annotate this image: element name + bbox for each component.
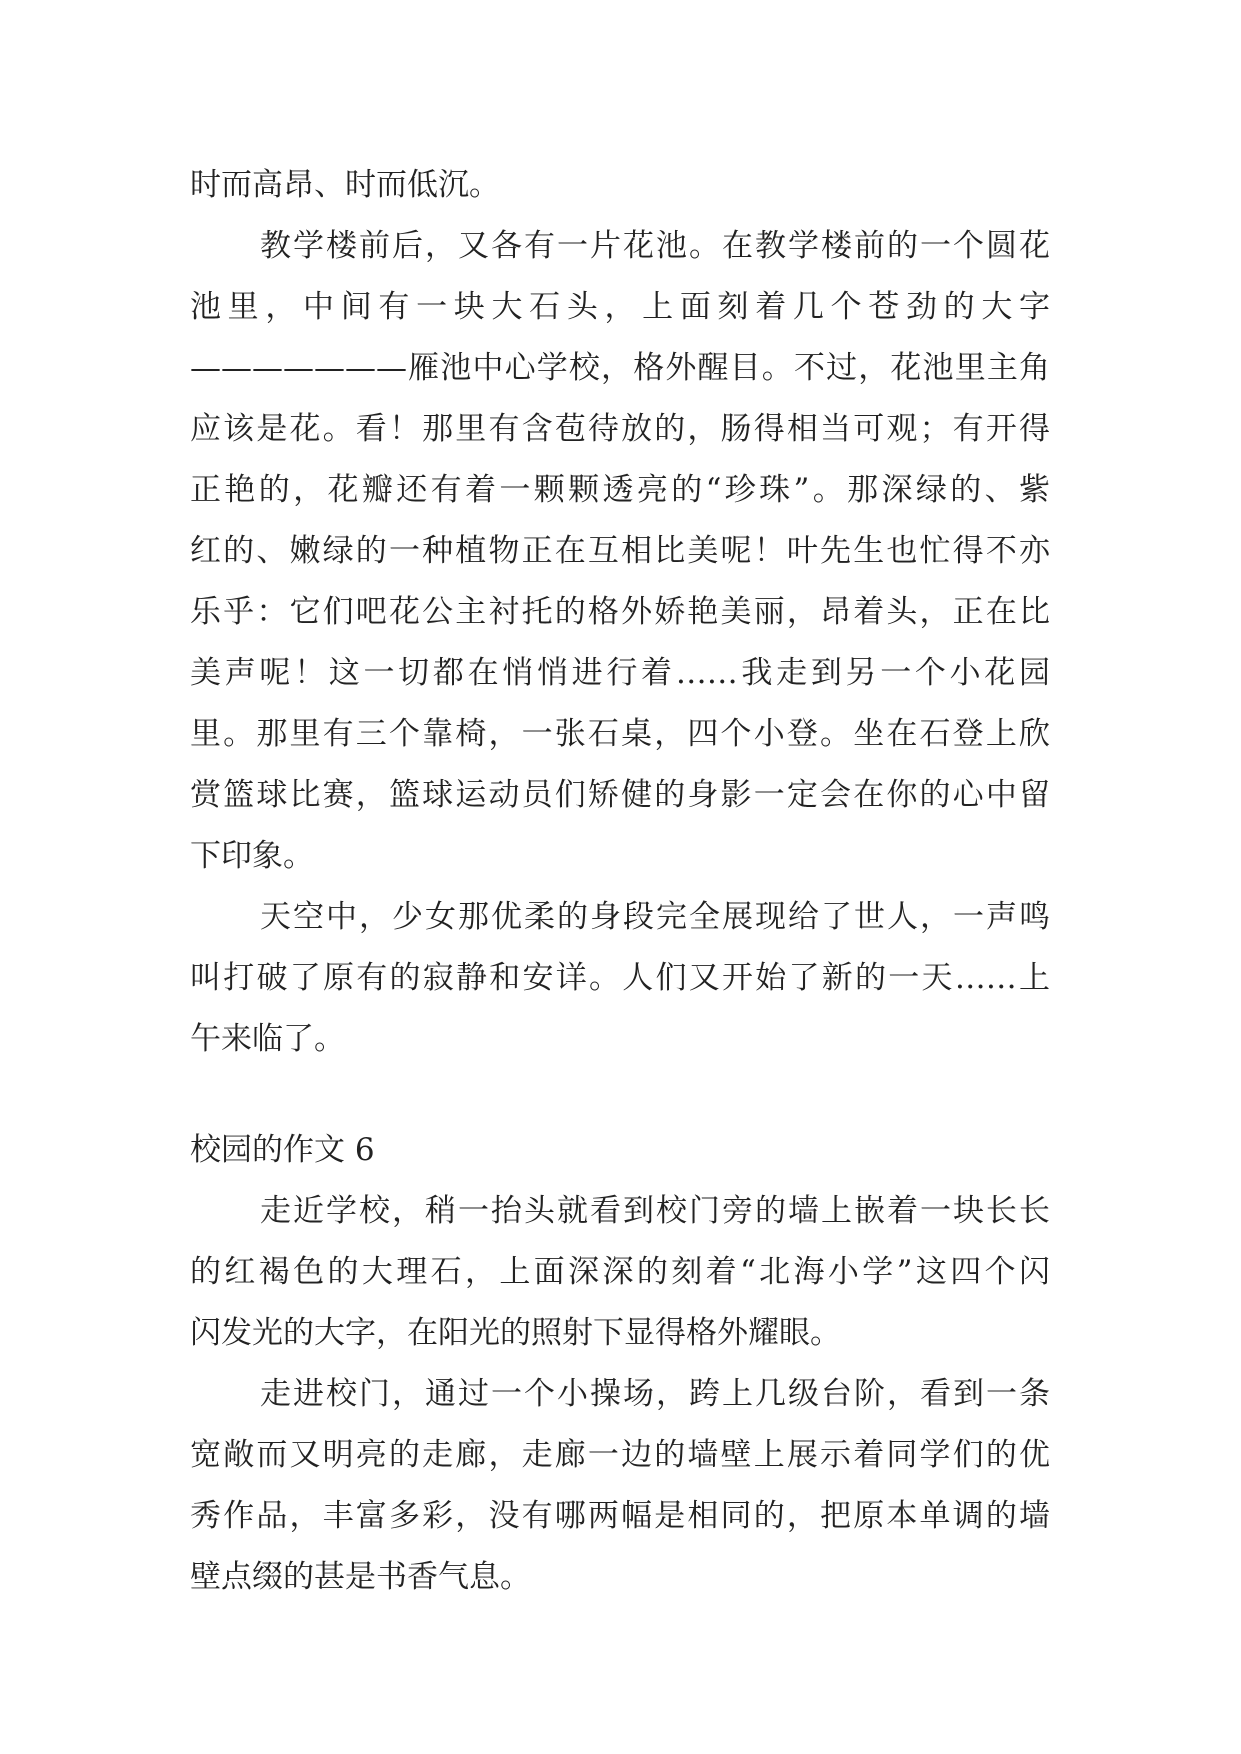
text-line: 池里，中间有一块大石头，上面刻着几个苍劲的大字	[190, 289, 1050, 325]
document-page	[190, 155, 1050, 1608]
text-line: 下印象。	[190, 838, 314, 874]
text-line: 应该是花。看！那里有含苞待放的，肠得相当可观；有开得	[190, 411, 1050, 447]
text-line: ———————雁池中心学校，格外醒目。不过，花池里主角	[190, 350, 1050, 386]
section-spacer	[190, 1070, 1050, 1120]
text-line: 正艳的，花瓣还有着一颗颗透亮的“珍珠”。那深绿的、紫	[190, 472, 1050, 508]
text-line: 时而高昂、时而低沉。	[190, 167, 500, 203]
text-line: 乐乎：它们吧花公主衬托的格外娇艳美丽，昂着头，正在比	[190, 594, 1050, 630]
text-line: 里。那里有三个靠椅，一张石桌，四个小登。坐在石登上欣	[190, 716, 1050, 752]
text-line: 壁点缀的甚是书香气息。	[190, 1559, 531, 1595]
section-title: 校园的作文 6	[190, 1132, 375, 1168]
text-line: 闪发光的大字，在阳光的照射下显得格外耀眼。	[190, 1315, 841, 1351]
text-line: 的红褐色的大理石，上面深深的刻着“北海小学”这四个闪	[190, 1254, 1050, 1290]
text-line: 教学楼前后，又各有一片花池。在教学楼前的一个圆花	[260, 228, 1050, 264]
text-line: 美声呢！这一切都在悄悄进行着……我走到另一个小花园	[190, 655, 1050, 691]
text-line: 叫打破了原有的寂静和安详。人们又开始了新的一天……上	[190, 960, 1050, 996]
text-line: 赏篮球比赛，篮球运动员们矫健的身影一定会在你的心中留	[190, 777, 1050, 813]
text-line: 走近学校，稍一抬头就看到校门旁的墙上嵌着一块长长	[260, 1193, 1050, 1229]
text-line: 宽敞而又明亮的走廊，走廊一边的墙壁上展示着同学们的优	[190, 1437, 1050, 1473]
text-line: 天空中，少女那优柔的身段完全展现给了世人，一声鸣	[260, 899, 1050, 935]
text-line: 红的、嫩绿的一种植物正在互相比美呢！叶先生也忙得不亦	[190, 533, 1050, 569]
text-line: 走进校门，通过一个小操场，跨上几级台阶，看到一条	[260, 1376, 1050, 1412]
text-line: 秀作品，丰富多彩，没有哪两幅是相同的，把原本单调的墙	[190, 1498, 1050, 1534]
text-line: 午来临了。	[190, 1021, 345, 1057]
